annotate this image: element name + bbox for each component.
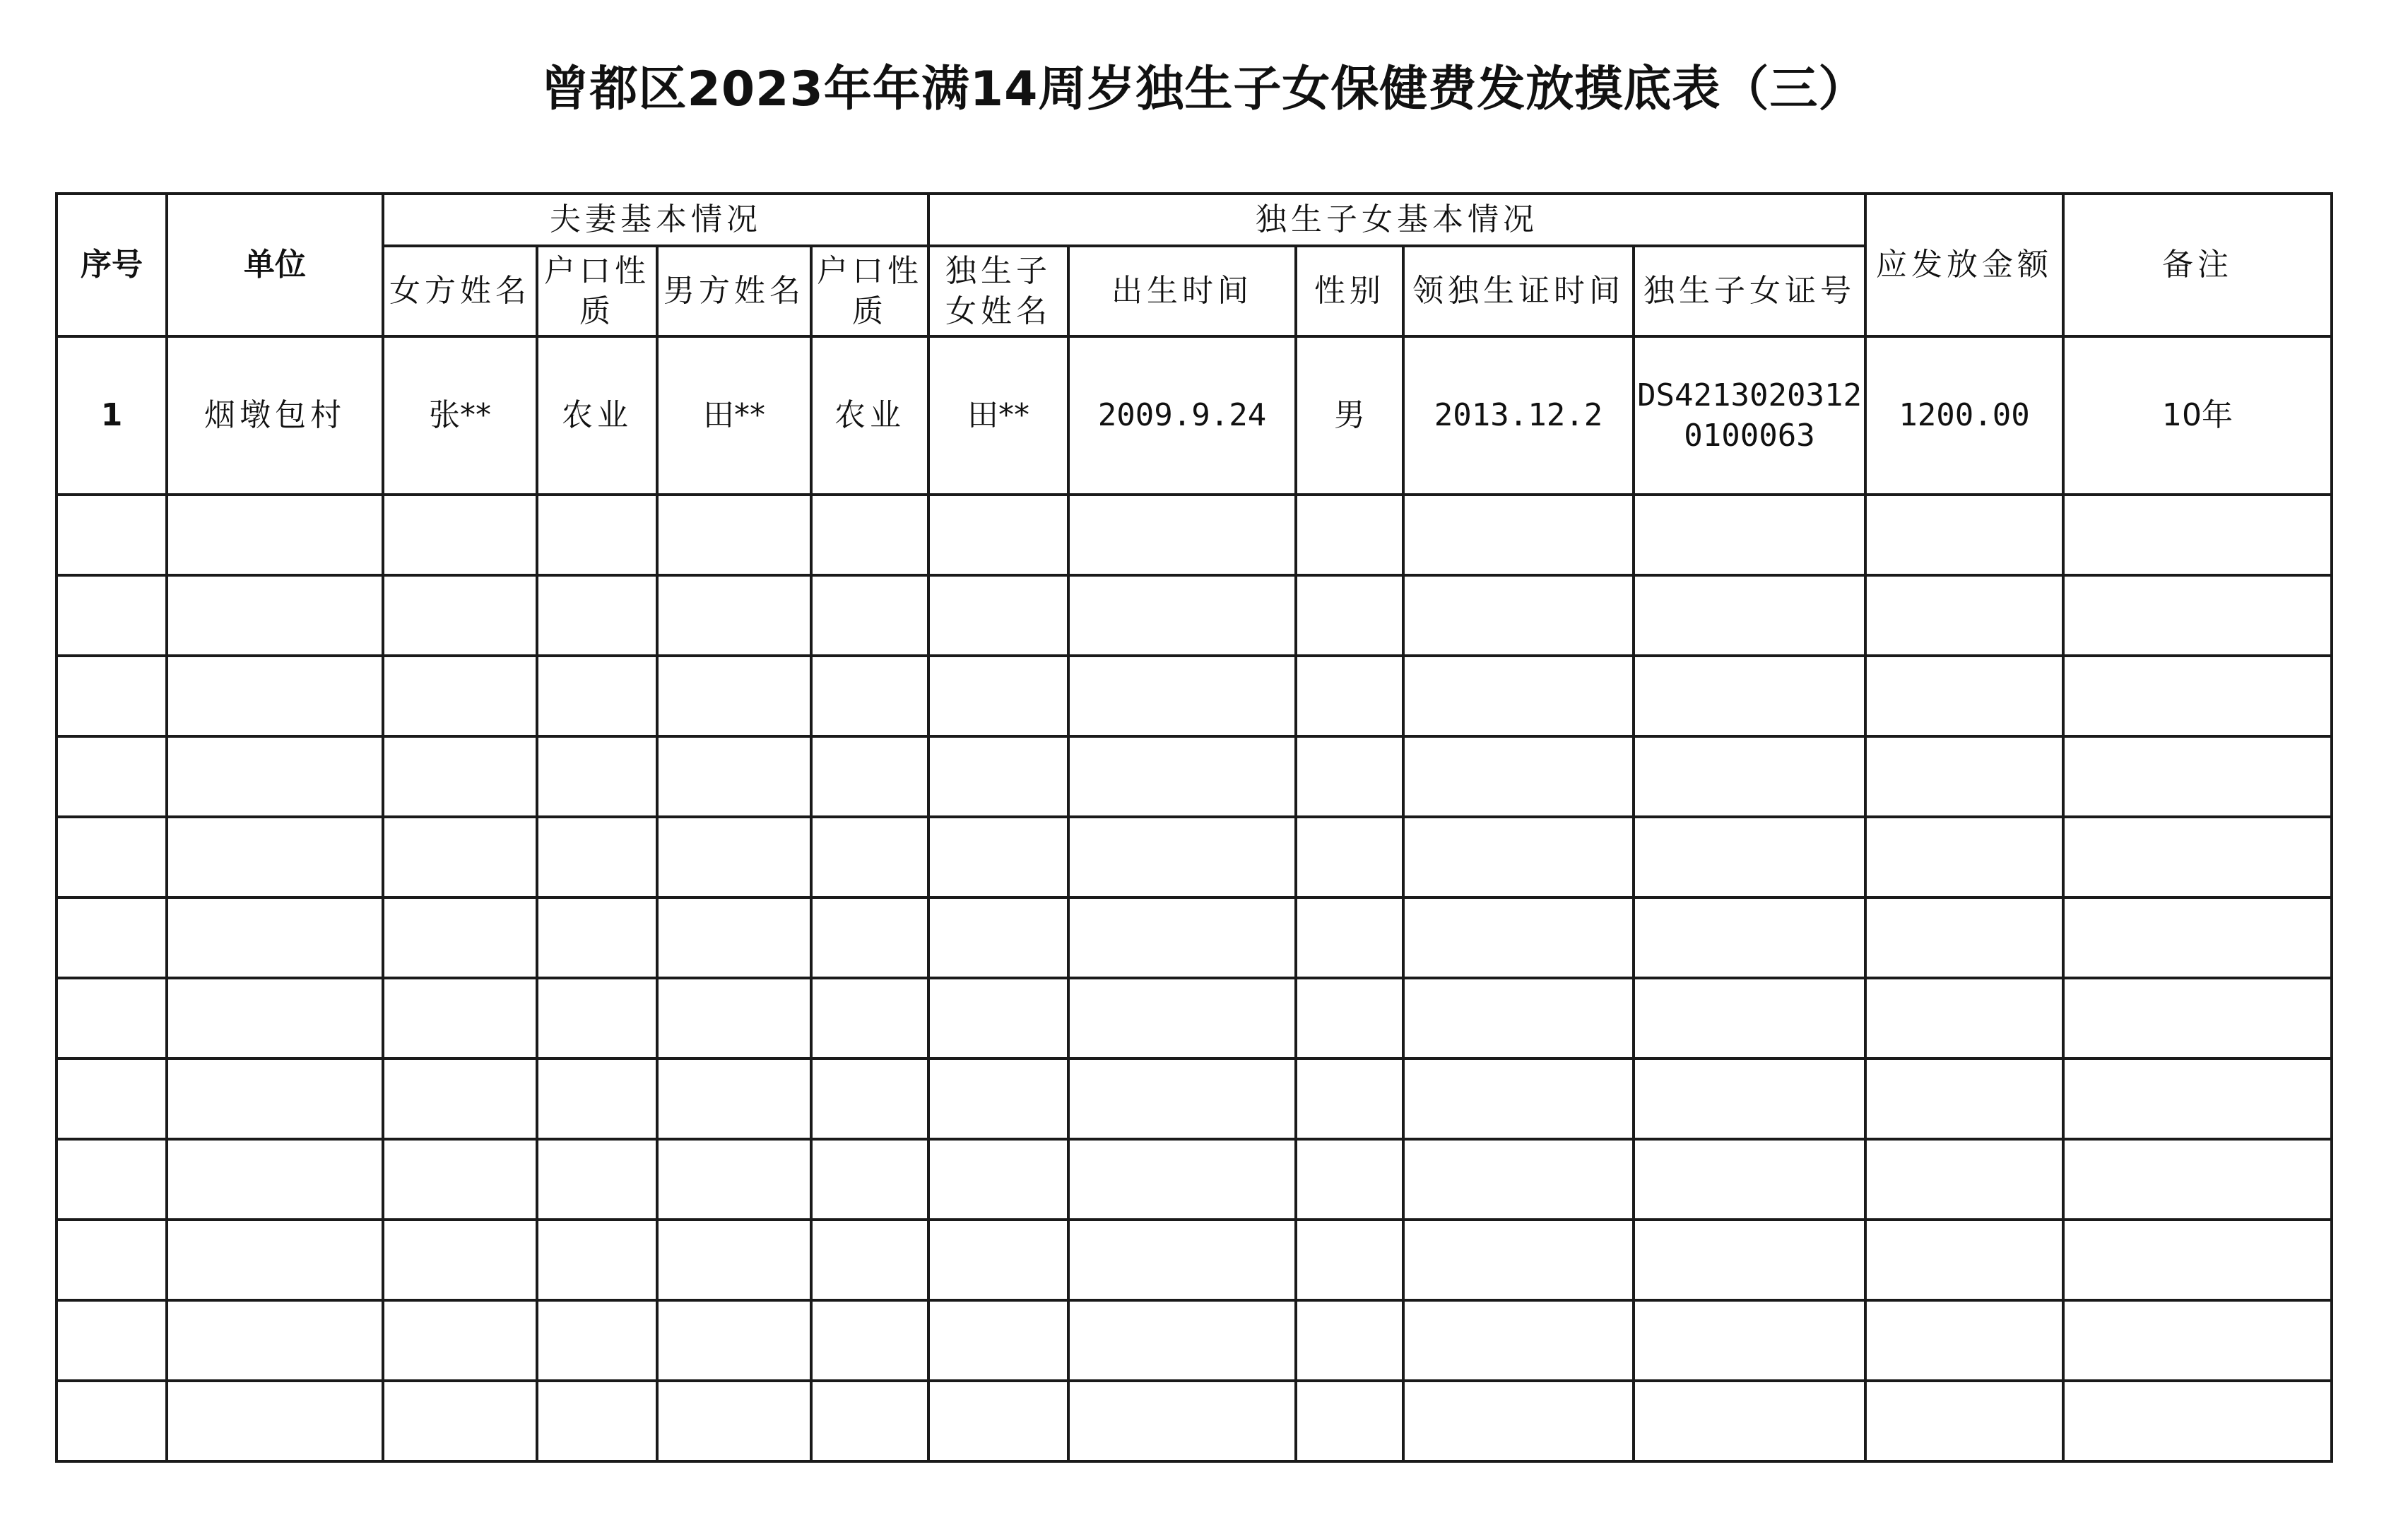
empty-cell <box>657 495 811 575</box>
empty-cell <box>928 1381 1068 1461</box>
cell-amount: 1200.00 <box>1865 336 2063 495</box>
empty-cell <box>1296 1300 1403 1381</box>
empty-cell <box>57 1300 167 1381</box>
empty-cell <box>657 1381 811 1461</box>
empty-cell <box>167 656 383 736</box>
empty-cell <box>1296 817 1403 897</box>
empty-cell <box>2063 1220 2332 1300</box>
empty-cell <box>167 1381 383 1461</box>
empty-cell <box>2063 978 2332 1059</box>
empty-cell <box>167 736 383 817</box>
cell-gender: 男 <box>1296 336 1403 495</box>
empty-cell <box>811 736 928 817</box>
empty-cell <box>928 1220 1068 1300</box>
empty-cell <box>1068 1059 1296 1139</box>
empty-cell <box>1068 897 1296 978</box>
empty-cell <box>1865 495 2063 575</box>
empty-cell <box>928 656 1068 736</box>
empty-cell <box>1296 575 1403 656</box>
empty-cell <box>2063 575 2332 656</box>
empty-cell <box>57 736 167 817</box>
empty-cell <box>1403 736 1634 817</box>
header-remark: 备注 <box>2063 194 2332 336</box>
empty-cell <box>928 1139 1068 1220</box>
header-gender: 性别 <box>1296 246 1403 336</box>
empty-cell <box>383 1220 537 1300</box>
empty-cell <box>57 817 167 897</box>
empty-cell <box>1068 1381 1296 1461</box>
empty-cell <box>1403 1300 1634 1381</box>
empty-cell <box>383 897 537 978</box>
empty-cell <box>1296 1059 1403 1139</box>
header-child-name: 独生子女姓名 <box>928 246 1068 336</box>
empty-cell <box>928 1300 1068 1381</box>
empty-cell <box>167 495 383 575</box>
empty-cell <box>1068 817 1296 897</box>
empty-cell <box>1068 495 1296 575</box>
empty-cell <box>537 495 657 575</box>
empty-cell <box>657 897 811 978</box>
empty-cell <box>811 817 928 897</box>
empty-cell <box>1865 1300 2063 1381</box>
cell-remark: 10年 <box>2063 336 2332 495</box>
cell-cert-date: 2013.12.2 <box>1403 336 1634 495</box>
empty-cell <box>537 1220 657 1300</box>
header-wife-hukou: 户口性质 <box>537 246 657 336</box>
empty-cell <box>537 1381 657 1461</box>
empty-cell <box>167 575 383 656</box>
header-seq: 序号 <box>57 194 167 336</box>
empty-cell <box>1403 656 1634 736</box>
empty-table-row <box>57 1059 2332 1139</box>
empty-cell <box>1068 656 1296 736</box>
empty-cell <box>1634 978 1865 1059</box>
empty-table-row <box>57 656 2332 736</box>
empty-cell <box>811 897 928 978</box>
empty-cell <box>657 575 811 656</box>
empty-cell <box>2063 495 2332 575</box>
empty-cell <box>928 495 1068 575</box>
empty-cell <box>928 817 1068 897</box>
empty-cell <box>383 656 537 736</box>
empty-cell <box>383 1059 537 1139</box>
empty-cell <box>811 1139 928 1220</box>
empty-cell <box>167 1059 383 1139</box>
empty-cell <box>1634 817 1865 897</box>
empty-cell <box>57 495 167 575</box>
empty-cell <box>383 978 537 1059</box>
empty-cell <box>1296 1381 1403 1461</box>
empty-cell <box>811 1220 928 1300</box>
empty-cell <box>1403 575 1634 656</box>
empty-cell <box>1865 575 2063 656</box>
empty-cell <box>1296 978 1403 1059</box>
empty-cell <box>2063 1300 2332 1381</box>
empty-cell <box>167 1300 383 1381</box>
empty-cell <box>1068 736 1296 817</box>
empty-cell <box>1634 495 1865 575</box>
empty-table-row <box>57 1139 2332 1220</box>
empty-table-row <box>57 1300 2332 1381</box>
empty-cell <box>2063 897 2332 978</box>
empty-cell <box>167 1220 383 1300</box>
empty-cell <box>167 1139 383 1220</box>
table-row <box>57 336 2332 495</box>
empty-cell <box>657 1139 811 1220</box>
empty-cell <box>167 978 383 1059</box>
header-wife-name: 女方姓名 <box>383 246 537 336</box>
empty-cell <box>537 897 657 978</box>
header-child-group: 独生子女基本情况 <box>928 194 1865 246</box>
empty-cell <box>1403 817 1634 897</box>
empty-cell <box>1068 575 1296 656</box>
empty-cell <box>1296 656 1403 736</box>
empty-cell <box>537 736 657 817</box>
empty-cell <box>57 656 167 736</box>
empty-cell <box>383 1300 537 1381</box>
empty-cell <box>1068 1139 1296 1220</box>
empty-cell <box>1865 736 2063 817</box>
empty-cell <box>2063 1139 2332 1220</box>
empty-cell <box>383 817 537 897</box>
cell-birth-date: 2009.9.24 <box>1068 336 1296 495</box>
empty-cell <box>657 656 811 736</box>
empty-cell <box>1296 495 1403 575</box>
empty-cell <box>657 978 811 1059</box>
empty-cell <box>2063 1381 2332 1461</box>
empty-cell <box>1634 575 1865 656</box>
empty-cell <box>537 1139 657 1220</box>
cell-husband-name: 田** <box>657 336 811 495</box>
empty-cell <box>1634 1220 1865 1300</box>
empty-table-row <box>57 1381 2332 1461</box>
empty-cell <box>383 1381 537 1461</box>
cell-unit: 烟墩包村 <box>167 336 383 495</box>
empty-cell <box>2063 817 2332 897</box>
empty-cell <box>537 1059 657 1139</box>
header-husband-name: 男方姓名 <box>657 246 811 336</box>
header-husband-hukou: 户口性质 <box>811 246 928 336</box>
empty-cell <box>811 656 928 736</box>
empty-cell <box>1634 1139 1865 1220</box>
empty-cell <box>383 736 537 817</box>
header-unit: 单位 <box>167 194 383 336</box>
empty-cell <box>1403 1059 1634 1139</box>
empty-cell <box>928 575 1068 656</box>
empty-cell <box>657 1300 811 1381</box>
cell-child-name: 田** <box>928 336 1068 495</box>
header-couple-group: 夫妻基本情况 <box>383 194 928 246</box>
empty-cell <box>1865 1381 2063 1461</box>
empty-cell <box>1634 1059 1865 1139</box>
allowance-table <box>55 192 2333 1463</box>
empty-cell <box>928 1059 1068 1139</box>
empty-cell <box>1296 1220 1403 1300</box>
empty-cell <box>811 1381 928 1461</box>
empty-cell <box>1634 736 1865 817</box>
empty-cell <box>537 978 657 1059</box>
empty-cell <box>1865 1220 2063 1300</box>
empty-cell <box>1865 897 2063 978</box>
empty-cell <box>1403 495 1634 575</box>
header-cert-date: 领独生证时间 <box>1403 246 1634 336</box>
empty-cell <box>928 978 1068 1059</box>
empty-cell <box>537 817 657 897</box>
cell-wife-hukou: 农业 <box>537 336 657 495</box>
empty-cell <box>928 736 1068 817</box>
cell-wife-name: 张** <box>383 336 537 495</box>
empty-cell <box>1403 1139 1634 1220</box>
empty-cell <box>657 1220 811 1300</box>
empty-cell <box>1865 817 2063 897</box>
empty-cell <box>1296 736 1403 817</box>
header-amount: 应发放金额 <box>1865 194 2063 336</box>
header-birth-date: 出生时间 <box>1068 246 1296 336</box>
empty-cell <box>167 817 383 897</box>
empty-cell <box>811 495 928 575</box>
header-row-top <box>57 194 2332 246</box>
empty-table-row <box>57 817 2332 897</box>
empty-cell <box>57 1381 167 1461</box>
empty-table-row <box>57 1220 2332 1300</box>
empty-cell <box>57 575 167 656</box>
empty-cell <box>1403 978 1634 1059</box>
empty-cell <box>2063 736 2332 817</box>
empty-cell <box>383 495 537 575</box>
empty-cell <box>383 575 537 656</box>
empty-cell <box>383 1139 537 1220</box>
empty-cell <box>57 1139 167 1220</box>
empty-cell <box>1865 656 2063 736</box>
empty-cell <box>1634 897 1865 978</box>
empty-cell <box>811 1300 928 1381</box>
empty-table-row <box>57 736 2332 817</box>
empty-table-row <box>57 897 2332 978</box>
empty-cell <box>1068 1300 1296 1381</box>
empty-cell <box>1865 978 2063 1059</box>
empty-table-row <box>57 495 2332 575</box>
empty-cell <box>1634 1381 1865 1461</box>
empty-cell <box>1634 1300 1865 1381</box>
empty-cell <box>1865 1059 2063 1139</box>
empty-cell <box>657 736 811 817</box>
empty-cell <box>1296 897 1403 978</box>
empty-cell <box>2063 656 2332 736</box>
empty-cell <box>2063 1059 2332 1139</box>
empty-cell <box>537 575 657 656</box>
empty-cell <box>167 897 383 978</box>
cell-husband-hukou: 农业 <box>811 336 928 495</box>
cell-cert-no: DS42130203120100063 <box>1634 336 1865 495</box>
empty-cell <box>657 817 811 897</box>
empty-cell <box>1296 1139 1403 1220</box>
empty-cell <box>1068 1220 1296 1300</box>
empty-cell <box>1634 656 1865 736</box>
empty-cell <box>57 1059 167 1139</box>
empty-cell <box>57 978 167 1059</box>
empty-cell <box>657 1059 811 1139</box>
empty-cell <box>1403 897 1634 978</box>
empty-cell <box>811 1059 928 1139</box>
empty-cell <box>1403 1381 1634 1461</box>
header-cert-no: 独生子女证号 <box>1634 246 1865 336</box>
empty-cell <box>928 897 1068 978</box>
empty-cell <box>57 897 167 978</box>
empty-table-row <box>57 575 2332 656</box>
empty-cell <box>537 656 657 736</box>
empty-cell <box>811 978 928 1059</box>
empty-cell <box>1865 1139 2063 1220</box>
empty-cell <box>1068 978 1296 1059</box>
empty-cell <box>811 575 928 656</box>
cell-seq: 1 <box>57 336 167 495</box>
empty-table-row <box>57 978 2332 1059</box>
empty-cell <box>57 1220 167 1300</box>
empty-cell <box>1403 1220 1634 1300</box>
document-title: 曾都区2023年年满14周岁独生子女保健费发放摸底表（三） <box>541 61 1867 117</box>
empty-cell <box>537 1300 657 1381</box>
